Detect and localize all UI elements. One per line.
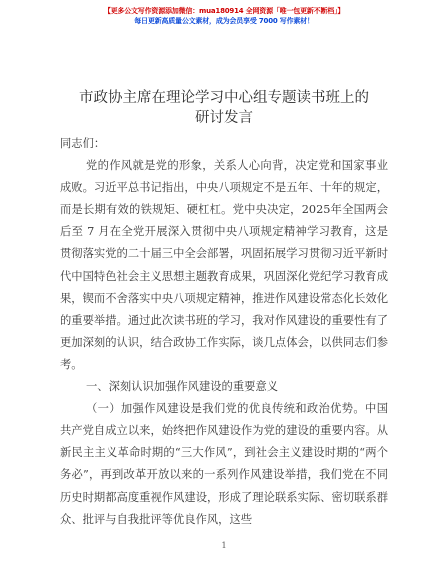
salutation: 同志们： [60,137,106,150]
title-line-1: 市政协主席在理论学习中心组专题读书班上的 [79,90,369,106]
document-body [60,133,388,531]
title-line-2: 研讨发言 [195,110,253,126]
promo-notice-line-1: 【更多公文写作资源添加微信：mua180914 全网资源「唯一包更新不断档」】 [103,7,345,15]
document-title [40,88,408,128]
section-heading: 一、深刻认识加强作风建设的重要意义 [85,380,279,394]
page-number: 1 [221,541,227,550]
promo-notice-line-2: 每日更新高质量公文素材，成为会员享受 7000 写作素材！ [134,17,314,25]
paragraph-intro: 党的作风就是党的形象，关系人心向背，决定党和国家事业成败。习近平总书记指出，中央八项规定不是五年、十年的规定，而是长期有效的铁规矩、硬杠杠。党中央决定，2025年全国两会后至 7 月在全党开展深入贯彻中央八项规定精神学习教育，这是贯彻落实党的二十届三中全会部署，巩固拓展学习贯彻习近平新时代中国特色社会主义思想主题教育成果，巩固深化党纪学习教育成果，锲而不舍落实中央八项规定精神，推进作风建设常态化长效化的重要举措。通过此次读书班的学习，我对作风建设的重要性有了更加深刻的认识，结合政协工作实际，谈几点体会，以供同志们参考。 [60,159,388,371]
paragraph-section-1: （一）加强作风建设是我们党的优良传统和政治优势。中国共产党自成立以来，始终把作风建设作为党的建设的重要内容。从新民主主义革命时期的“三大作风”，到社会主义建设时期的“两个务必”，再到改革开放以来的一系列作风建设举措，我们党在不同历史时期都高度重视作风建设，形成了理论联系实际、密切联系群众、批评与自我批评等优良作风，这些 [60,402,388,526]
promo-notice [0,6,448,26]
